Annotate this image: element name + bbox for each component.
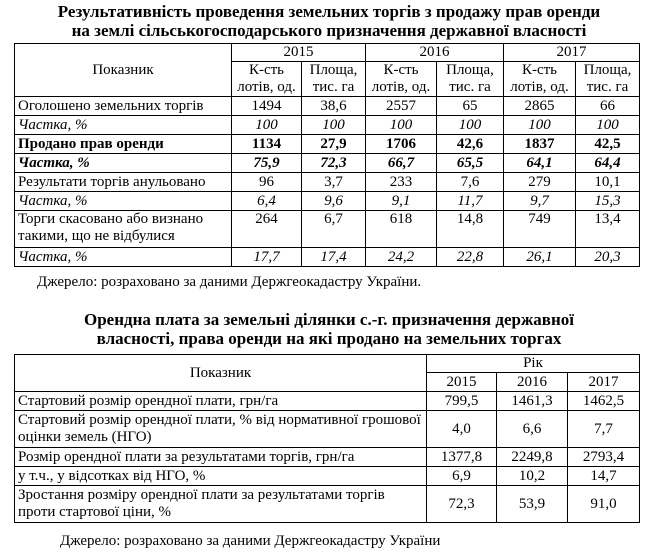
row-label: Частка, % (15, 248, 232, 267)
cell: 1134 (232, 135, 302, 154)
cell: 72,3 (302, 154, 366, 173)
cell: 42,5 (576, 135, 640, 154)
cell: 65,5 (437, 154, 504, 173)
table1 (14, 43, 640, 267)
table1-header-area: Площа, тис. га (576, 62, 640, 97)
cell: 38,6 (302, 97, 366, 116)
cell: 618 (366, 211, 437, 248)
cell: 2557 (366, 97, 437, 116)
cell: 9,7 (504, 192, 576, 211)
row-label: Частка, % (15, 154, 232, 173)
table1-title (0, 2, 658, 40)
cell: 17,7 (232, 248, 302, 267)
cell: 100 (366, 116, 437, 135)
table2-title-line2: власності, права оренди на які продано на земельних торгах (96, 329, 562, 348)
table-row (15, 154, 640, 173)
cell: 1377,8 (427, 448, 497, 467)
cell: 279 (504, 173, 576, 192)
table2-title (0, 310, 658, 348)
row-label: Частка, % (15, 192, 232, 211)
cell: 24,2 (366, 248, 437, 267)
table1-header-count: К-сть лотів, од. (232, 62, 302, 97)
table-row (15, 116, 640, 135)
cell: 1837 (504, 135, 576, 154)
table-row (15, 448, 640, 467)
cell: 17,4 (302, 248, 366, 267)
cell: 1494 (232, 97, 302, 116)
table2-header-year: 2017 (568, 373, 640, 392)
cell: 9,1 (366, 192, 437, 211)
cell: 64,4 (576, 154, 640, 173)
cell: 14,8 (437, 211, 504, 248)
table-row (15, 392, 640, 411)
cell: 1706 (366, 135, 437, 154)
table2-title-line1: Орендна плата за земельні ділянки с.-г. призначення державної (84, 310, 574, 329)
cell: 66,7 (366, 154, 437, 173)
cell: 20,3 (576, 248, 640, 267)
cell: 264 (232, 211, 302, 248)
table-row (15, 248, 640, 267)
table-row (15, 135, 640, 154)
cell: 91,0 (568, 486, 640, 523)
cell: 13,4 (576, 211, 640, 248)
table2-header-year-label: Рік (427, 355, 640, 373)
table1-header-year: 2016 (366, 44, 504, 62)
table2 (14, 354, 640, 523)
cell: 100 (437, 116, 504, 135)
table2-header-year: 2015 (427, 373, 497, 392)
cell: 64,1 (504, 154, 576, 173)
cell: 96 (232, 173, 302, 192)
table1-header-area: Площа, тис. га (437, 62, 504, 97)
cell: 3,7 (302, 173, 366, 192)
table2-header-year: 2016 (497, 373, 568, 392)
cell: 11,7 (437, 192, 504, 211)
table1-title-line2: на землі сільськогосподарського призначення державної власності (71, 21, 587, 40)
table1-source: Джерело: розраховано за даними Держгеокадастру України. (37, 274, 422, 290)
cell: 27,9 (302, 135, 366, 154)
row-label: Продано прав оренди (15, 135, 232, 154)
cell: 6,4 (232, 192, 302, 211)
table-row (15, 467, 640, 486)
row-label: Оголошено земельних торгів (15, 97, 232, 116)
cell: 10,1 (576, 173, 640, 192)
cell: 100 (504, 116, 576, 135)
cell: 65 (437, 97, 504, 116)
cell: 75,9 (232, 154, 302, 173)
cell: 4,0 (427, 411, 497, 448)
row-label: у т.ч., у відсотках від НГО, % (15, 467, 427, 486)
cell: 15,3 (576, 192, 640, 211)
cell: 42,6 (437, 135, 504, 154)
table1-header-year: 2017 (504, 44, 640, 62)
row-label: Стартовий розмір орендної плати, грн/га (15, 392, 427, 411)
cell: 100 (232, 116, 302, 135)
row-label: Результати торгів анульовано (15, 173, 232, 192)
table1-header-count: К-сть лотів, од. (504, 62, 576, 97)
table-row (15, 97, 640, 116)
row-label: Стартовий розмір орендної плати, % від нормативної грошової оцінки земель (НГО) (15, 411, 427, 448)
table2-header-row-label (15, 355, 640, 373)
cell: 7,7 (568, 411, 640, 448)
cell: 799,5 (427, 392, 497, 411)
table-row (15, 192, 640, 211)
cell: 1462,5 (568, 392, 640, 411)
cell: 26,1 (504, 248, 576, 267)
cell: 9,6 (302, 192, 366, 211)
row-label: Розмір орендної плати за результатами торгів, грн/га (15, 448, 427, 467)
table-row (15, 486, 640, 523)
row-label: Частка, % (15, 116, 232, 135)
table2-source: Джерело: розраховано за даними Держгеокадастру України (60, 533, 441, 549)
cell: 10,2 (497, 467, 568, 486)
cell: 749 (504, 211, 576, 248)
cell: 22,8 (437, 248, 504, 267)
cell: 7,6 (437, 173, 504, 192)
table1-header-indicator: Показник (15, 44, 232, 97)
cell: 2793,4 (568, 448, 640, 467)
cell: 100 (576, 116, 640, 135)
row-label: Торги скасовано або визнано такими, що не відбулися (15, 211, 232, 248)
cell: 2249,8 (497, 448, 568, 467)
table-row (15, 211, 640, 248)
cell: 6,6 (497, 411, 568, 448)
table2-header-indicator: Показник (15, 355, 427, 392)
cell: 14,7 (568, 467, 640, 486)
cell: 6,9 (427, 467, 497, 486)
table1-header-count: К-сть лотів, од. (366, 62, 437, 97)
cell: 66 (576, 97, 640, 116)
cell: 72,3 (427, 486, 497, 523)
cell: 233 (366, 173, 437, 192)
cell: 53,9 (497, 486, 568, 523)
table-row (15, 411, 640, 448)
cell: 6,7 (302, 211, 366, 248)
table-row (15, 173, 640, 192)
table1-header-row-years (15, 44, 640, 62)
cell: 1461,3 (497, 392, 568, 411)
cell: 100 (302, 116, 366, 135)
table1-header-year: 2015 (232, 44, 366, 62)
cell: 2865 (504, 97, 576, 116)
row-label: Зростання розміру орендної плати за результатами торгів проти стартової ціни, % (15, 486, 427, 523)
table1-title-line1: Результативність проведення земельних торгів з продажу прав оренди (57, 2, 601, 21)
table1-header-area: Площа, тис. га (302, 62, 366, 97)
